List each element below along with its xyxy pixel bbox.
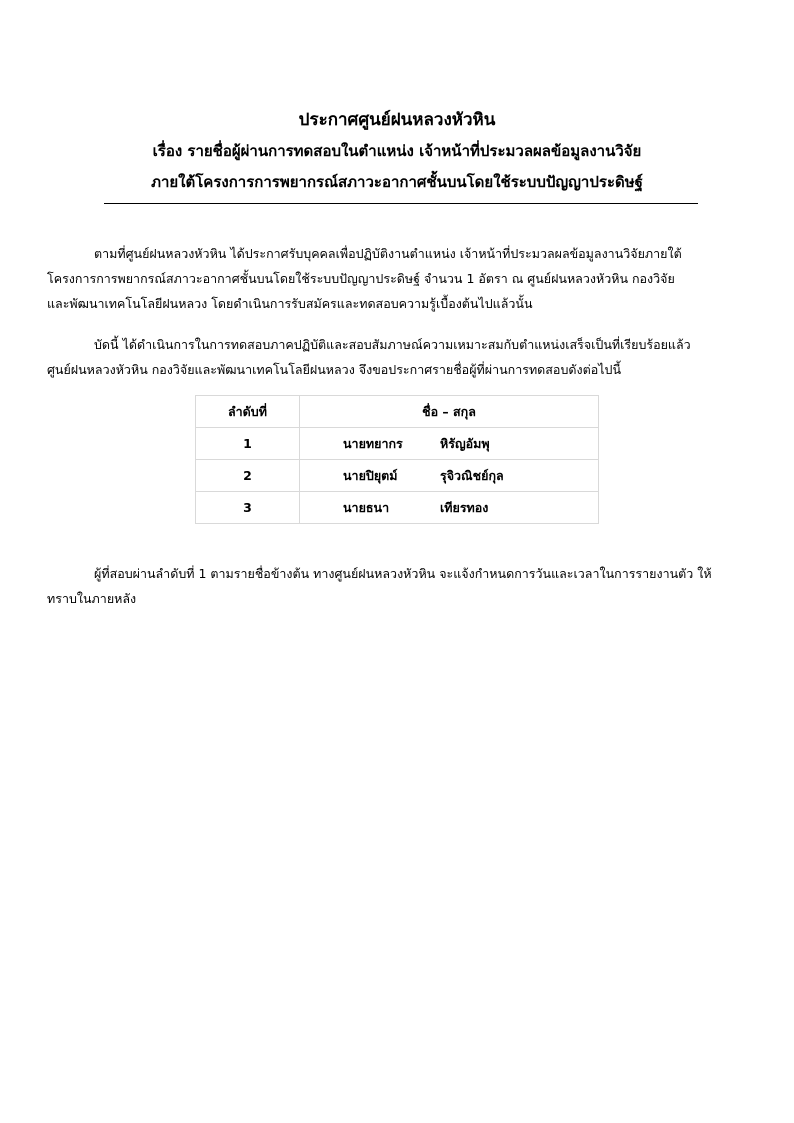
name-cell <box>300 428 599 460</box>
passed-candidates-table <box>195 395 599 524</box>
order-cell: 1 <box>196 428 300 460</box>
announcement-subject-line2: ภายใต้โครงการการพยากรณ์สภาวะอากาศชั้นบนโดยใช้ระบบปัญญาประดิษฐ์ <box>151 173 643 191</box>
announcement-title: ประกาศศูนย์ฝนหลวงหัวหิน <box>298 110 496 130</box>
title-divider <box>104 203 698 204</box>
last-name: เทียรทอง <box>440 499 489 515</box>
paragraph-line: โครงการการพยากรณ์สภาวะอากาศชั้นบนโดยใช้ระบบปัญญาประดิษฐ์ จำนวน 1 อัตรา ณ ศูนย์ฝนหลวงหัวหิน กองวิจัย <box>47 271 675 286</box>
first-name: นายธนา <box>343 499 390 515</box>
table-row <box>196 428 599 460</box>
table-row <box>196 460 599 492</box>
first-name: นายปิยุตม์ <box>343 467 398 483</box>
order-cell: 2 <box>196 460 300 492</box>
first-name: นายทยากร <box>343 435 403 451</box>
table-row <box>196 492 599 524</box>
last-name: รุจิวณิชย์กุล <box>440 467 504 483</box>
paragraph-line: ตามที่ศูนย์ฝนหลวงหัวหิน ได้ประกาศรับบุคคลเพื่อปฏิบัติงานตำแหน่ง เจ้าหน้าที่ประมวลผลข้อมูลงานวิจัยภายใต้ <box>94 246 682 261</box>
paragraph-background <box>47 241 747 316</box>
column-header-name: ชื่อ – สกุล <box>300 396 599 428</box>
paragraph-line: และพัฒนาเทคโนโลยีฝนหลวง โดยดำเนินการรับสมัครและทดสอบความรู้เบื้องต้นไปแล้วนั้น <box>47 296 533 311</box>
paragraph-line: ศูนย์ฝนหลวงหัวหิน กองวิจัยและพัฒนาเทคโนโลยีฝนหลวง จึงขอประกาศรายชื่อผู้ที่ผ่านการทดสอบดังต่อไปนี้ <box>47 362 621 377</box>
last-name: หิรัญอัมพุ <box>440 435 490 451</box>
paragraph-line: ผู้ที่สอบผ่านลำดับที่ 1 ตามรายชื่อข้างต้น ทางศูนย์ฝนหลวงหัวหิน จะแจ้งกำหนดการวันและเวลาในการรายงานตัว ให้ <box>94 566 712 581</box>
paragraph-announcement <box>47 332 747 382</box>
name-cell <box>300 460 599 492</box>
paragraph-notice <box>47 561 747 611</box>
order-cell: 3 <box>196 492 300 524</box>
paragraph-line: บัดนี้ ได้ดำเนินการในการทดสอบภาคปฏิบัติและสอบสัมภาษณ์ความเหมาะสมกับตำแหน่งเสร็จเป็นที่เรียบร้อยแล้ว <box>94 337 691 352</box>
table-header-row <box>196 396 599 428</box>
name-cell <box>300 492 599 524</box>
announcement-subject: เรื่อง รายชื่อผู้ผ่านการทดสอบในตำแหน่ง เจ้าหน้าที่ประมวลผลข้อมูลงานวิจัย <box>152 142 642 160</box>
paragraph-line: ทราบในภายหลัง <box>47 591 137 606</box>
column-header-order: ลำดับที่ <box>196 396 300 428</box>
